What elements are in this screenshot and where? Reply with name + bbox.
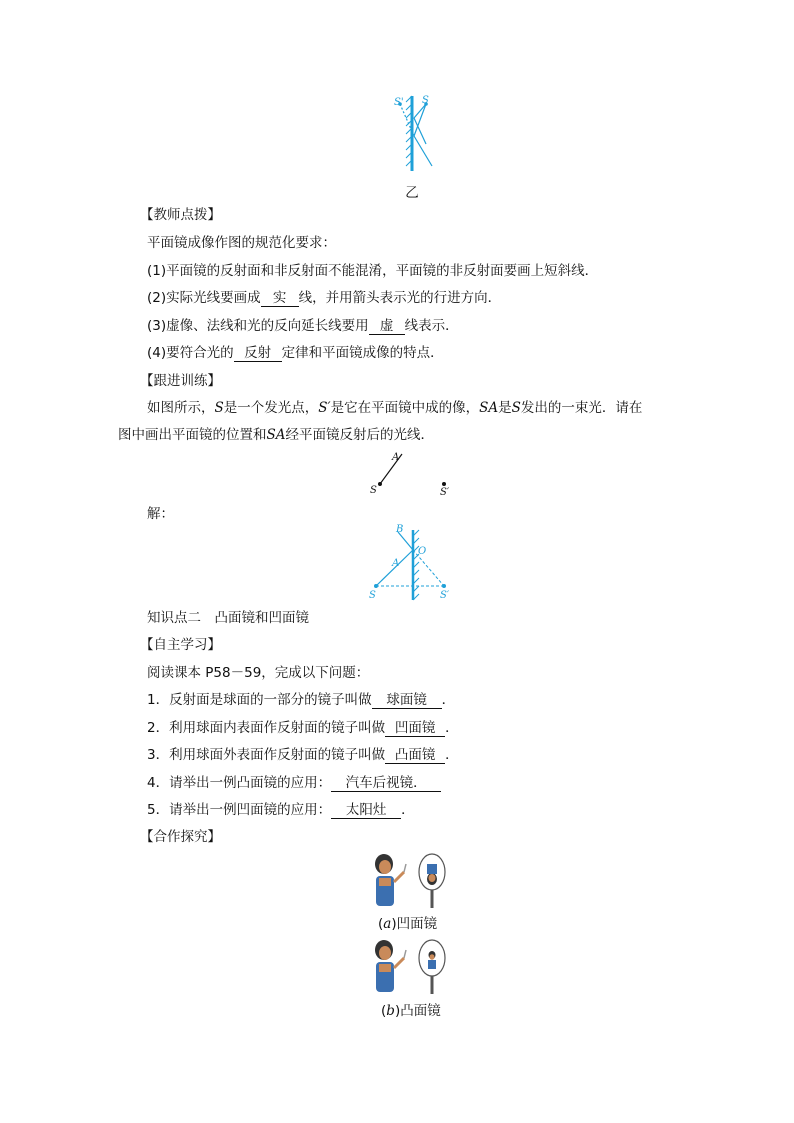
item-3-prefix: (3)虚像、法线和光的反向延长线要用 [147,318,369,334]
q1-blank: 球面镜 [372,692,442,709]
teacher-tip-item-2 [147,289,501,307]
teacher-tip-item-4 [147,344,444,362]
practice-s: S [214,400,224,416]
practice-figure [366,448,466,498]
practice-sa-2: SA [266,427,286,443]
self-study-heading: 【自主学习】 [140,637,221,653]
q5-suffix: ． [401,802,415,818]
practice-fig-label-a: A [392,452,400,463]
q3-suffix: ． [445,747,459,763]
item-2-blank: 实 [261,290,299,307]
item-4-blank: 反射 [234,345,282,362]
figure-yi-caption: 乙 [405,185,419,201]
caption-a: (a)凹面镜 [378,916,438,932]
practice-heading: 【跟进训练】 [140,373,221,389]
solution-label-a: A [392,558,400,569]
practice-text-2b: 经平面镜反射后的光线． [285,427,434,443]
caption-b-text: 凸面镜 [400,1003,441,1019]
q4-blank: 汽车后视镜． [331,775,441,792]
question-1 [147,691,455,709]
practice-s-prime: S′ [318,400,331,416]
q3-prefix: 3．利用球面外表面作反射面的镜子叫做 [147,747,386,763]
q4-prefix: 4．请举出一例凸面镜的应用： [147,775,332,791]
item-1-text: (1)平面镜的反射面和非反射面不能混淆，平面镜的非反射面要画上短斜线． [147,263,599,279]
item-3-blank: 虚 [369,318,405,335]
practice-fig-label-s: S [370,485,377,496]
teacher-tip-item-3 [147,317,459,335]
practice-s-2: S [511,400,521,416]
q2-blank: 凹面镜 [385,720,445,737]
practice-sa: SA [479,400,499,416]
q2-suffix: ． [445,720,459,736]
practice-text-line2 [118,426,434,444]
solution-label-s-prime: S′ [440,590,450,601]
solution-label-s: S [369,590,376,601]
solution-label-b: B [396,524,404,535]
practice-text-1b: 是一个发光点， [223,400,319,416]
teacher-tip-heading: 【教师点拨】 [140,207,221,223]
caption-a-letter: a [383,916,392,932]
teacher-tip-intro: 平面镜成像作图的规范化要求： [147,235,336,251]
question-2 [147,719,459,737]
reading-instruction: 阅读课本 P58－59，完成以下问题： [147,665,370,681]
practice-text-1e: 发出的一束光．请在 [520,400,643,416]
item-4-suffix: 定律和平面镜成像的特点． [281,345,444,361]
q5-prefix: 5．请举出一例凹面镜的应用： [147,802,332,818]
question-5 [147,801,415,819]
convex-mirror-illustration [370,938,450,996]
solution-label-o: O [418,546,427,557]
item-4-prefix: (4)要符合光的 [147,345,234,361]
label-s-image: S' [394,97,404,108]
teacher-tip-item-1 [147,262,598,280]
label-s: S [422,95,429,106]
practice-text-1a: 如图所示， [147,400,215,416]
figure-yi-diagram [392,96,452,176]
solution-label: 解： [147,506,174,522]
practice-text-1d: 是 [498,400,512,416]
solution-figure [368,524,458,603]
section2-title: 知识点二 凸面镜和凹面镜 [147,610,309,626]
practice-text-1c: 是它在平面镜中成的像， [330,400,480,416]
coop-heading: 【合作探究】 [140,829,221,845]
caption-b-letter: b [386,1003,395,1019]
practice-text-2a: 图中画出平面镜的位置和 [118,427,267,443]
practice-fig-label-s-prime: S′ [440,487,450,498]
question-4 [147,774,441,792]
q3-blank: 凸面镜 [385,747,445,764]
concave-mirror-illustration [370,852,450,910]
item-2-prefix: (2)实际光线要画成 [147,290,261,306]
item-3-suffix: 线表示． [404,318,459,334]
q1-suffix: ． [441,692,456,708]
question-3 [147,746,459,764]
q5-blank: 太阳灶 [331,802,401,819]
caption-a-text: 凹面镜 [396,916,438,932]
item-2-suffix: 线，并用箭头表示光的行进方向． [298,290,502,306]
q2-prefix: 2．利用球面内表面作反射面的镜子叫做 [147,720,386,736]
caption-b: (b)凸面镜 [381,1003,441,1019]
q1-prefix: 1．反射面是球面的一部分的镜子叫做 [147,692,372,708]
practice-text-line1 [147,399,642,417]
